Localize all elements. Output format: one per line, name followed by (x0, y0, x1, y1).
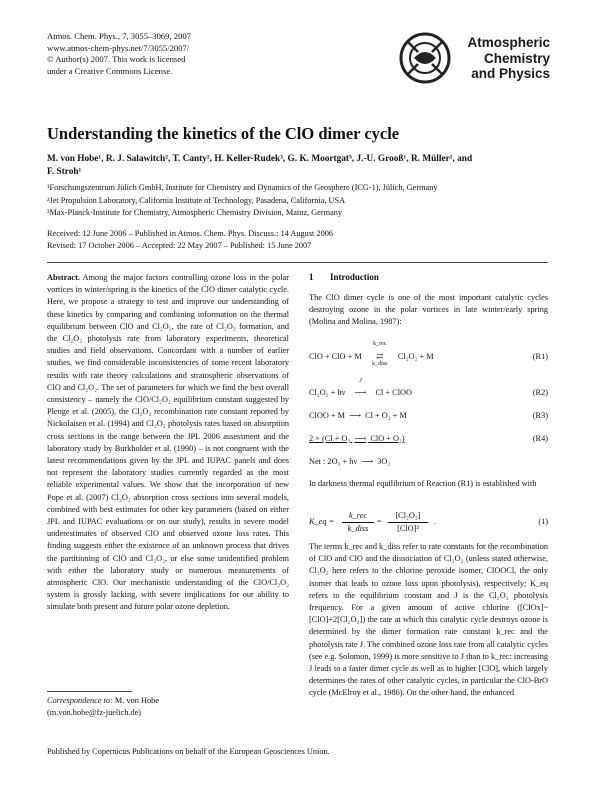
paper-title: Understanding the kinetics of the ClO dimer cycle (47, 124, 400, 143)
journal-name (454, 35, 550, 82)
license-line-2: under a Creative Commons License. (47, 65, 173, 76)
section-title: Introduction (330, 272, 379, 282)
section-heading (309, 272, 379, 282)
equation-1: K_eq = k_rec k_diss = [Cl₂O₂] [ClO]² . (1) (309, 511, 548, 533)
egu-swirl-logo-icon (396, 28, 454, 88)
fraction-numerator: k_rec (342, 510, 374, 523)
right-arrow-icon: ⟶ (361, 457, 374, 466)
affiliation: ³Max-Planck-Institute for Chemistry, Atmospheric Chemistry Division, Mainz, Germany (47, 208, 343, 218)
reaction-lhs: 2 × (Cl + O₃ (309, 434, 351, 443)
reaction-label: (R1) (532, 352, 548, 361)
affiliation: ¹Forschungszentrum Jülich GmbH, Institute for Chemistry and Dynamics of the Geosphere (ICG-1), Jülich, Germany (47, 183, 438, 192)
reaction-lhs: ClO + ClO + M (309, 352, 362, 361)
date-line: Received: 12 June 2006 – Published in Atmos. Chem. Phys. Discuss.: 14 August 2006 (47, 229, 334, 238)
reaction-r3 (309, 409, 548, 423)
reaction-rhs: Cl₂O₂ + M (397, 352, 434, 361)
authors-line: M. von Hobe¹, R. J. Salawitch², T. Canty², H. Keller-Rudek³, G. K. Moortgat³, J.-U. Grooß¹, R. Müller¹, and (47, 154, 473, 164)
publication-dates (47, 228, 557, 252)
license-line: © Author(s) 2007. This work is licensed (47, 54, 186, 65)
reaction-r2 (309, 377, 548, 400)
reaction-rhs: Cl + ClOO (375, 388, 412, 397)
reaction-label: (R3) (532, 411, 548, 420)
fraction-denominator: [ClO]² (397, 524, 419, 533)
reaction-lhs: Cl₂O₂ + hν (309, 388, 346, 397)
arrow-top-label: k_rec (373, 341, 387, 347)
reaction-r1 (309, 341, 548, 367)
arrow-top-label: J (358, 377, 362, 384)
reaction-lhs: ClOO + M (309, 411, 346, 420)
reaction-lhs: Net : 2O₃ + hν (309, 457, 358, 466)
right-arrow-icon: ⟶ (354, 434, 367, 443)
section-number: 1 (309, 272, 314, 282)
reaction-rhs: ClO + O₂) (370, 434, 405, 443)
reaction-net (309, 455, 548, 469)
abstract-text: Among the major factors controlling ozone loss in the polar vortices in winter/spring is the kinetics of the ClO dimer catalytic cycle. Here, we propose a strategy to test and improve our understanding of these kinetics by comparing and combining information on the thermal equilibrium between ClO and Cl₂O₂, the rate of Cl₂O₂ formation, and the Cl₂O₂ photolysis rate from laboratory experiments, theoretical studies and field observations. Concordant with a number of earlier studies, we find considerable inconsistencies of some recent laboratory results with rate theory calculations and stratospheric observations of ClO and Cl₂O₂. The set of parameters for which we find the best overall consistency – namely the ClO/Cl₂O₂ equilibrium constant suggested by Plenge et al. (2005), the Cl₂O₂ recombination rate constant reported by Nickolaisen et al. (1994) and Cl₂O₂ photolysis rates based on absorption cross sections in the range between the JPL 2006 assessment and the laboratory study by Burkholder et al. (1990) – is not congruent with the latest recommendations given by the JPL and IUPAC panels and does not represent the laboratory studies currently regarded as the most reliable experimental values. We show that the incorporation of new Pope et al. (2007) Cl₂O₂ absorption cross sections into several models, combined with best estimates for other key parameters (based on either JPL and IUPAC evaluations or on our study), results in severe model underestimates of observed ClO and observed ozone loss rates. This finding suggests either the existence of an unknown process that drives the partitioning of ClO and Cl₂O₂, or else some unidentified problem with either the laboratory study or numerous measurements of atmospheric ClO. Our mechanistic understanding of the ClO/Cl₂O₂ system is grossly lacking, with severe implications for our ability to simulate both present and future polar ozone depletion. (47, 273, 290, 612)
divider (47, 262, 548, 263)
equation-lhs: K_eq = (309, 517, 335, 526)
reaction-label: (R4) (532, 434, 548, 443)
authors-line: F. Stroh¹ (47, 166, 82, 177)
journal-header (47, 31, 307, 77)
journal-name-line: Atmospheric (467, 35, 550, 50)
correspondence-label: Correspondence to: (47, 696, 113, 705)
journal-name-line: Chemistry (483, 50, 550, 66)
citation-line: Atmos. Chem. Phys., 7, 3055–3069, 2007 (47, 31, 191, 41)
author-list (47, 153, 547, 178)
intro-paragraph: The ClO dimer cycle is one of the most important catalytic cycles destroying ozone in the polar vortices in late winter/early spring (Molina and Molina, 1987): (309, 293, 548, 327)
journal-url[interactable]: www.atmos-chem-phys.net/7/3055/2007/ (47, 42, 190, 53)
reaction-r4 (309, 432, 548, 446)
right-arrow-icon: ⟶ (354, 388, 367, 397)
publisher-line: Published by Copernicus Publications on behalf of the European Geosciences Union. (47, 747, 330, 756)
footnote-divider (47, 691, 132, 692)
date-line: Revised: 17 October 2006 – Accepted: 22 May 2007 – Published: 15 June 2007 (47, 241, 312, 251)
correspondence-name: M. von Hobe (114, 696, 159, 705)
journal-logo (396, 28, 556, 88)
arrow-bottom-label: k_diss (372, 361, 388, 367)
fraction-denominator: k_diss (347, 524, 369, 533)
affiliation: ²Jet Propulsion Laboratory, California Institute of Technology, Pasadena, California, USA (47, 195, 346, 205)
intro-paragraph-3: The terms k_rec and k_diss refer to rate constants for the recombination of ClO and ClO and the dissociation of Cl₂O₂ (unless stated otherwise, Cl₂O₂ here refers to the chlorine peroxide isomer, ClOOCl, the only isomer that leads to ozone loss upon photolysis), respectively; K_eq refers to the equilibrium constant and J is the Cl₂O₂ photolysis frequency. For a given amount of active chlorine ([ClOx]~[ClO]+2[Cl₂O₂]) the rate at which this catalytic cycle destroys ozone is determined by the dimer formation rate constant k_rec and the photolysis rate J. The combined ozone loss rate from all catalytic cycles (see e.g. Solomon, 1999) is more sensitive to J than to k_rec: increasing J leads to a faster dimer cycle as well as to higher [ClO], which largely determines the rates of other catalytic cycles, in particular the ClO-BrO cycle (McElroy et al., 1986). On the other hand, the enhanced (309, 542, 548, 698)
correspondence (47, 695, 289, 719)
right-arrow-icon: ⟶ (349, 411, 362, 420)
correspondence-email[interactable]: (m.von.hobe@fz-juelich.de) (47, 708, 142, 718)
journal-name-line: and Physics (471, 66, 550, 81)
intro-paragraph-2: In darkness thermal equilibrium of Reaction (R1) is established with (309, 479, 537, 488)
abstract-label: Abstract. (47, 273, 80, 282)
abstract (47, 272, 289, 614)
equilibrium-arrow-icon: ⇄ (376, 352, 384, 361)
reaction-label: (R2) (532, 388, 548, 397)
fraction-numerator: [Cl₂O₂] (388, 510, 428, 523)
reaction-rhs: 3O₂ (377, 457, 391, 466)
affiliations (47, 182, 557, 220)
equation-label: (1) (538, 517, 548, 526)
reaction-rhs: Cl + O₂ + M (365, 411, 407, 420)
